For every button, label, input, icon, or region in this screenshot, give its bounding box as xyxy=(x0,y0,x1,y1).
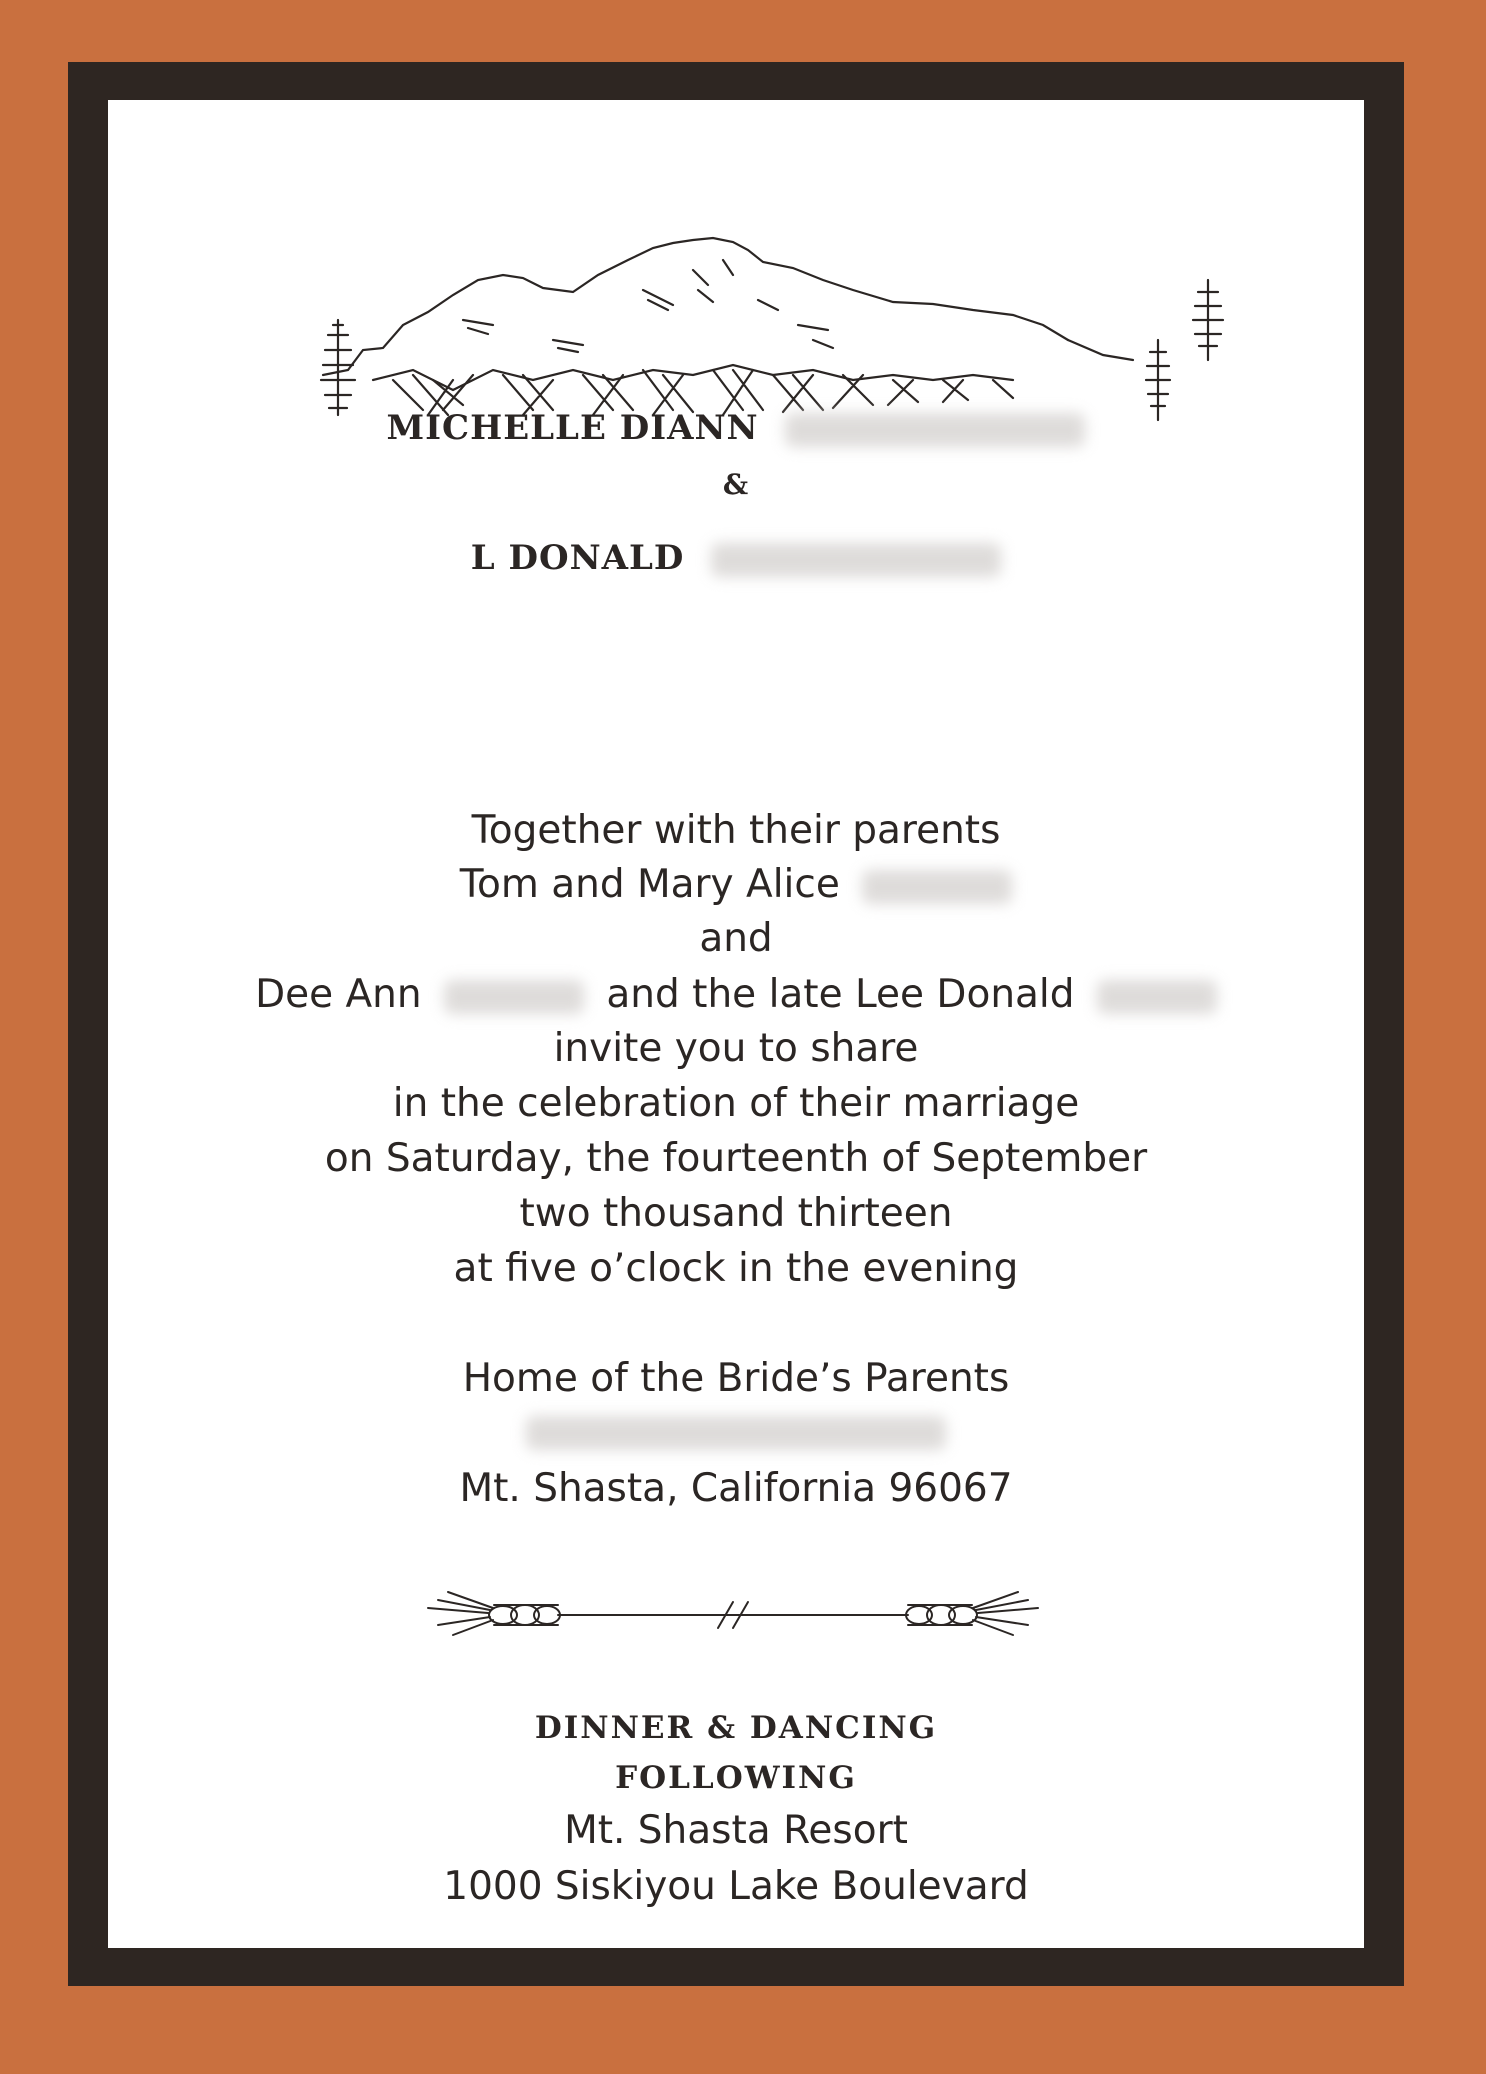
bride-name-line xyxy=(108,408,1364,448)
invite-line-2 xyxy=(108,862,1364,907)
parents-line-groom-b: and the late Lee Donald xyxy=(606,972,1075,1017)
redacted-street-address xyxy=(108,1416,1364,1450)
reception-venue: Mt. Shasta Resort xyxy=(564,1808,908,1853)
invite-line-7: on Saturday, the fourteenth of September xyxy=(324,1136,1148,1181)
invite-line-6: in the celebration of their marriage xyxy=(392,1081,1080,1126)
wheat-divider-ornament xyxy=(428,1580,1038,1650)
invite-line-1: Together with their parents xyxy=(471,808,1001,853)
reception-heading-1: DINNER & DANCING xyxy=(534,1710,938,1746)
redacted-surname xyxy=(1097,980,1217,1014)
reception-heading-2: FOLLOWING xyxy=(615,1760,857,1796)
redacted-surname xyxy=(711,543,1001,577)
ampersand: & xyxy=(722,468,750,501)
invitation-card xyxy=(108,100,1364,1948)
invite-line-9: at five o’clock in the evening xyxy=(453,1246,1019,1291)
groom-name-line xyxy=(108,538,1364,578)
reception-address: 1000 Siskiyou Lake Boulevard xyxy=(443,1864,1029,1909)
groom-name: L DONALD xyxy=(470,538,685,578)
invite-line-4 xyxy=(108,972,1364,1017)
redacted-surname xyxy=(862,870,1012,904)
redacted-surname xyxy=(444,980,584,1014)
mount-shasta-illustration xyxy=(253,230,1253,430)
parents-line-groom-a: Dee Ann xyxy=(255,972,422,1017)
parents-line-bride: Tom and Mary Alice xyxy=(459,862,840,907)
ceremony-city: Mt. Shasta, California 96067 xyxy=(459,1466,1013,1511)
invite-line-5: invite you to share xyxy=(553,1026,919,1071)
bride-name: MICHELLE DIANN xyxy=(386,408,759,448)
invite-line-3: and xyxy=(699,916,773,961)
redacted-surname xyxy=(785,413,1085,447)
ceremony-venue: Home of the Bride’s Parents xyxy=(462,1356,1010,1401)
invite-line-8: two thousand thirteen xyxy=(519,1191,953,1236)
